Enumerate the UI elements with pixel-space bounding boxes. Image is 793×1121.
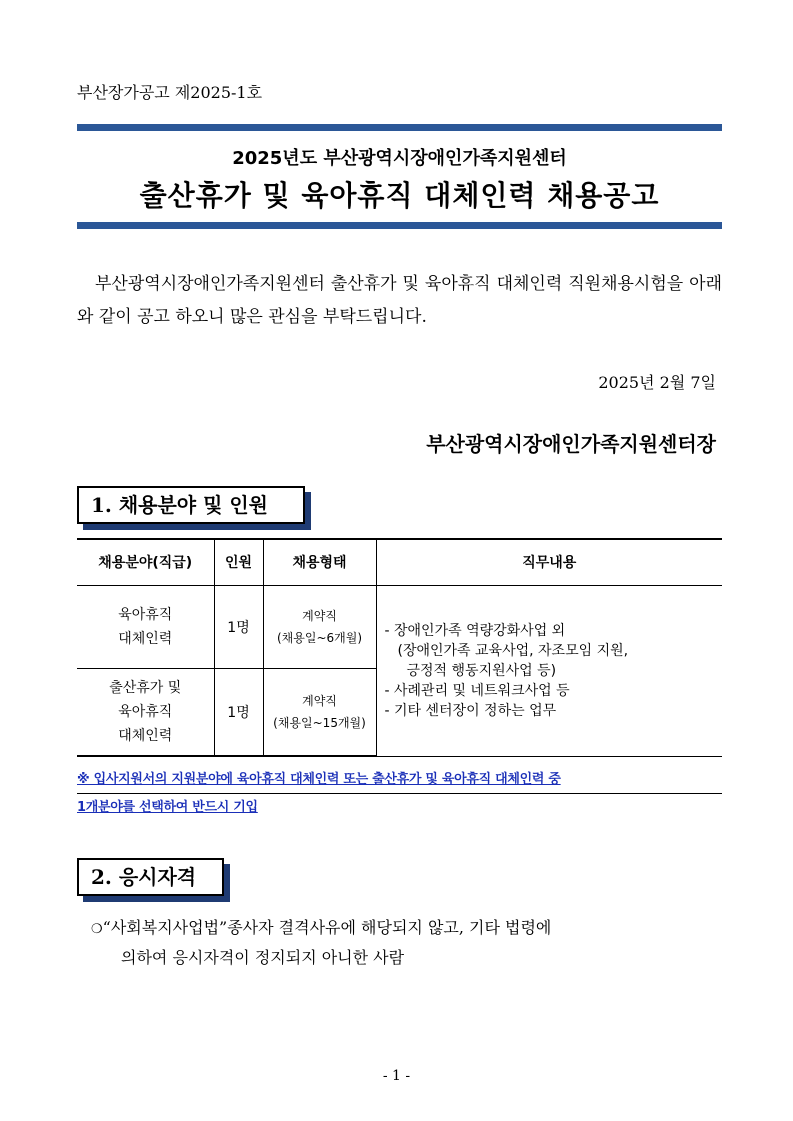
field-text: 육아휴직 (118, 703, 173, 720)
field-text: 대체인력 (118, 727, 173, 744)
field-text: 대체인력 (118, 630, 173, 647)
duty-line: - 기타 센터장이 정하는 업무 (384, 702, 557, 719)
field-cell (77, 585, 214, 668)
eligibility-line: “사회복지사업법”종사자 결격사유에 해당되지 않고, 기타 법령에 (102, 918, 552, 937)
recruitment-table (77, 538, 722, 757)
header-top-bar (77, 124, 722, 131)
duty-line: 긍정적 행동지원사업 등) (406, 662, 557, 679)
field-text: 육아휴직 (118, 606, 173, 623)
column-header-type: 채용형태 (263, 539, 376, 585)
period-text: (채용일~6개월) (276, 630, 362, 645)
circle-bullet-icon: ❍ (91, 922, 103, 937)
column-header-count: 인원 (214, 539, 263, 585)
column-header-duty: 직무내용 (376, 539, 722, 585)
type-text: 계약직 (302, 693, 337, 708)
issuer-name: 부산광역시장애인가족지원센터장 (426, 432, 716, 456)
type-text: 계약직 (302, 608, 337, 623)
section-heading-recruitment: 1. 채용분야 및 인원 (77, 486, 305, 524)
notice-subtitle: 2025년도 부산광역시장애인가족지원센터 (232, 148, 567, 169)
column-header-field: 채용분야(직급) (77, 539, 214, 585)
period-text: (채용일~15개월) (273, 715, 366, 730)
notice-date: 2025년 2월 7일 (598, 373, 716, 392)
notice-title: 출산휴가 및 육아휴직 대체인력 채용공고 (139, 179, 660, 212)
eligibility-text (91, 914, 551, 972)
eligibility-line: 의하여 응시자격이 정지되지 아니한 사람 (121, 948, 405, 967)
application-note (77, 766, 722, 821)
notice-number: 부산장가공고 제2025-1호 (77, 83, 263, 102)
duty-line: - 사례관리 및 네트워크사업 등 (384, 682, 570, 699)
duty-line: - 장애인가족 역량강화사업 외 (384, 622, 566, 639)
page-number: - 1 - (382, 1068, 411, 1084)
section-heading-eligibility: 2. 응시자격 (77, 858, 224, 896)
table-header-row (77, 539, 722, 585)
header-bottom-bar (77, 222, 722, 229)
table-row (77, 585, 722, 668)
duty-line: (장애인가족 교육사업, 자조모임 지원, (397, 642, 629, 659)
type-cell (263, 668, 376, 756)
note-line: 1개분야를 선택하여 반드시 기입 (77, 800, 258, 815)
duty-cell (376, 585, 722, 756)
intro-paragraph: 부산광역시장애인가족지원센터 출산휴가 및 육아휴직 대체인력 직원채용시험을 아래와 같이 공고 하오니 많은 관심을 부탁드립니다. (77, 274, 722, 327)
type-cell (263, 585, 376, 668)
count-cell: 1명 (214, 585, 263, 668)
note-line: ※ 입사지원서의 지원분야에 육아휴직 대체인력 또는 출산휴가 및 육아휴직 대체인력 중 (77, 766, 722, 794)
count-cell: 1명 (214, 668, 263, 756)
field-cell (77, 668, 214, 756)
field-text: 출산휴가 및 (109, 679, 182, 696)
